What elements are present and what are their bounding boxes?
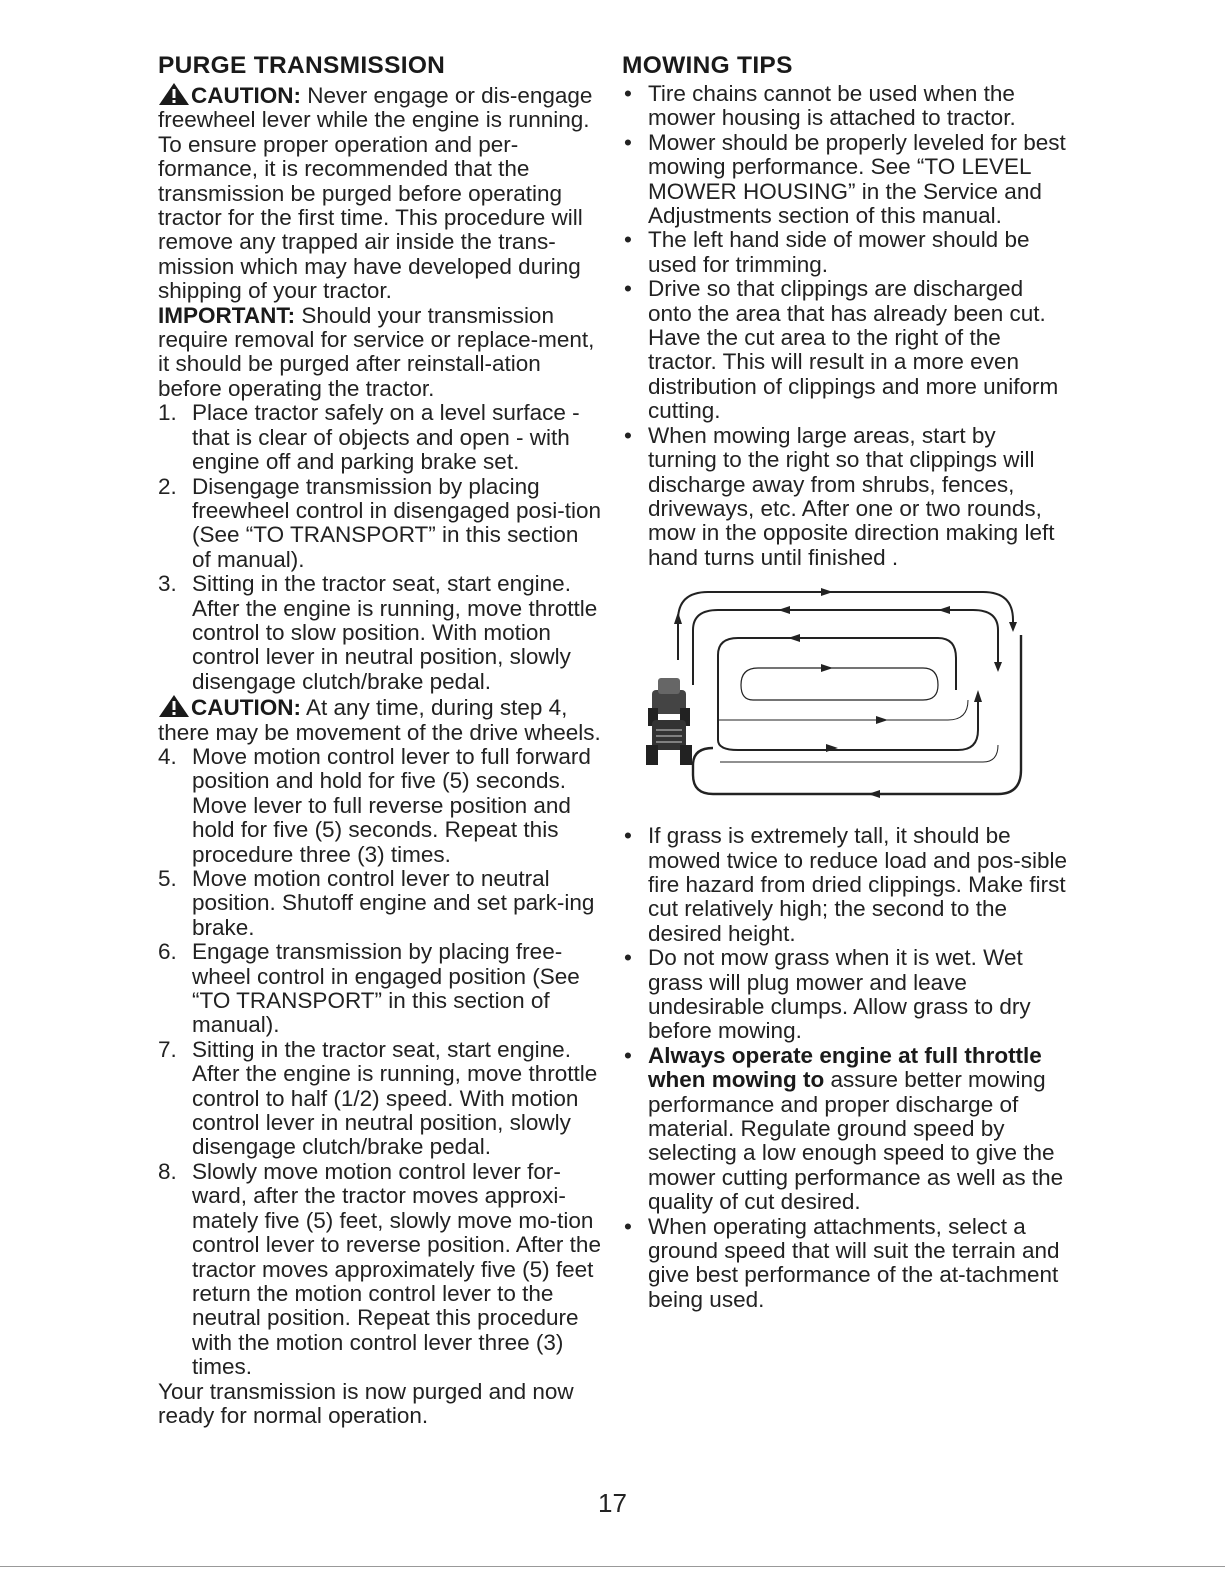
step-text: Place tractor safely on a level surface - that is clear of objects and open - with engine off and parking brake set. bbox=[192, 400, 580, 475]
tip-item bbox=[622, 277, 1067, 423]
step-text: Slowly move motion control lever for-ward, after the tractor moves approxi-mately five (5) feet, slowly move mo-tion control lever to reverse position. After the tractor moves approximately five (5) feet return the motion control lever to the neutral position. Repeat this procedure with the motion control lever three (3) times. bbox=[192, 1158, 601, 1380]
caution-text: At any time, during step 4, there may be movement of the drive wheels. bbox=[158, 695, 601, 745]
section-heading: PURGE TRANSMISSION bbox=[158, 52, 446, 79]
step-text: Sitting in the tractor seat, start engine. After the engine is running, move throttle control to half (1/2) speed. With motion control lever in neutral position, slowly disengage clutch/brake pedal. bbox=[192, 1036, 598, 1160]
bullet: • bbox=[624, 81, 632, 106]
warning-triangle-icon bbox=[158, 82, 190, 106]
step-number: 5. bbox=[158, 866, 177, 891]
step-item bbox=[158, 572, 603, 694]
tip-item bbox=[622, 1044, 1067, 1215]
caution-text: Never engage or dis-engage freewheel lever while the engine is running. bbox=[158, 83, 593, 133]
intro-paragraph: To ensure proper operation and per-formance, it is recommended that the transmission be purged before operating tractor for the first time. This procedure will remove any trapped air inside the trans-mission which may have developed during shipping of your tractor. bbox=[158, 131, 583, 304]
mowing-pattern-diagram bbox=[638, 580, 1038, 810]
purge-steps-list bbox=[158, 401, 603, 694]
page-number: 17 bbox=[598, 1488, 627, 1518]
step-text: Engage transmission by placing free-wheel control in engaged position (See “TO TRANSPORT” in this section of manual). bbox=[192, 939, 580, 1038]
bullet: • bbox=[624, 129, 632, 155]
warning-triangle-icon bbox=[158, 694, 190, 718]
tip-body-text: assure better mowing performance and proper discharge of material. Regulate ground speed by selecting a low enough speed to give the mower cutting performance as well as the quality of cut desired. bbox=[648, 1067, 1064, 1215]
step-number: 6. bbox=[158, 939, 177, 965]
tip-text: Mower should be properly leveled for best mowing performance. See “TO LEVEL MOWER HOUSING” in the Service and Adjustments section of this manual. bbox=[648, 129, 1066, 229]
caution-note bbox=[158, 82, 603, 133]
step-number: 3. bbox=[158, 571, 177, 597]
step-text: Sitting in the tractor seat, start engine. After the engine is running, move throttle control to slow position. With motion control lever in neutral position, slowly disengage clutch/brake pedal. bbox=[192, 571, 598, 694]
tip-text bbox=[648, 946, 1067, 1044]
step-item bbox=[158, 745, 603, 867]
tip-item bbox=[622, 1215, 1067, 1313]
mowing-tips-list bbox=[622, 824, 1067, 1312]
tip-bold-text: Always operate engine at full throttle when mowing to bbox=[648, 1042, 1042, 1093]
mowing-tips-list bbox=[622, 82, 1067, 570]
step-item bbox=[158, 940, 603, 1038]
tip-item bbox=[622, 946, 1067, 1044]
purge-steps-list bbox=[158, 745, 603, 1380]
tip-item bbox=[622, 424, 1067, 570]
bullet: • bbox=[624, 276, 632, 302]
bullet: • bbox=[624, 1042, 632, 1068]
bullet: • bbox=[624, 823, 632, 849]
tip-text: The left hand side of mower should be used for trimming. bbox=[648, 227, 1030, 277]
tip-text bbox=[648, 824, 1067, 946]
tip-item bbox=[622, 228, 1067, 277]
important-note bbox=[158, 304, 603, 402]
step-text: Disengage transmission by placing freewheel control in disengaged posi-tion (See “TO TRANSPORT” in this section of manual). bbox=[192, 473, 602, 572]
closing-paragraph: Your transmission is now purged and now ready for normal operation. bbox=[158, 1378, 574, 1428]
bullet: • bbox=[624, 422, 632, 448]
tip-item bbox=[622, 824, 1067, 946]
tip-item bbox=[622, 82, 1067, 131]
step-number: 1. bbox=[158, 400, 177, 426]
bullet: • bbox=[624, 227, 632, 253]
step-item bbox=[158, 475, 603, 573]
tip-text: Drive so that clippings are discharged onto the area that has already been cut. Have the cut area to the right of the tractor. This will result in a more even distribution of clippings and more uniform cutting. bbox=[648, 276, 1059, 424]
purge-transmission-section bbox=[158, 52, 603, 1428]
caution-note bbox=[158, 694, 603, 745]
bullet: • bbox=[624, 1213, 632, 1239]
tip-text: Tire chains cannot be used when the mower housing is attached to tractor. bbox=[648, 81, 1016, 131]
step-number: 8. bbox=[158, 1158, 177, 1184]
step-number: 4. bbox=[158, 743, 177, 769]
mowing-tips-section bbox=[622, 52, 1067, 1312]
step-text: Move motion control lever to neutral position. Shutoff engine and set park-ing brake. bbox=[192, 866, 595, 940]
important-label: IMPORTANT: bbox=[158, 302, 296, 328]
tip-item bbox=[622, 131, 1067, 229]
step-item bbox=[158, 1038, 603, 1160]
caution-label: CAUTION: bbox=[191, 695, 301, 721]
tip-body-text: Do not mow grass when it is wet. Wet grass will plug mower and leave undesirable clumps. Allow grass to dry before mowing. bbox=[648, 945, 1031, 1044]
section-heading: MOWING TIPS bbox=[622, 52, 793, 79]
tip-body-text: If grass is extremely tall, it should be mowed twice to reduce load and pos-sible fire hazard from dried clippings. Make first cut relatively high; the second to the desired height. bbox=[648, 823, 1067, 946]
tractor-icon bbox=[646, 678, 692, 765]
step-text: Move motion control lever to full forward position and hold for five (5) seconds. Move lever to full reverse position and hold for five (5) seconds. Repeat this procedure three (3) times. bbox=[192, 743, 591, 867]
bullet: • bbox=[624, 945, 632, 971]
caution-label: CAUTION: bbox=[191, 83, 301, 108]
tip-text bbox=[648, 1044, 1067, 1215]
step-item bbox=[158, 867, 603, 940]
bottom-rule bbox=[0, 1566, 1225, 1567]
step-item bbox=[158, 1160, 603, 1380]
tip-text bbox=[648, 1215, 1067, 1313]
step-number: 2. bbox=[158, 473, 177, 499]
step-item bbox=[158, 401, 603, 474]
step-number: 7. bbox=[158, 1036, 177, 1062]
important-text: Should your transmission require removal for service or replace-ment, it should be purged after reinstall-ation before operating the tractor. bbox=[158, 302, 595, 401]
tip-body-text: When operating attachments, select a ground speed that will suit the terrain and give best performance of the at-tachment being used. bbox=[648, 1213, 1060, 1312]
tip-text: When mowing large areas, start by turning to the right so that clippings will discharge away from shrubs, fences, driveways, etc. After one or two rounds, mow in the opposite direction making left hand turns until finished . bbox=[648, 422, 1055, 570]
